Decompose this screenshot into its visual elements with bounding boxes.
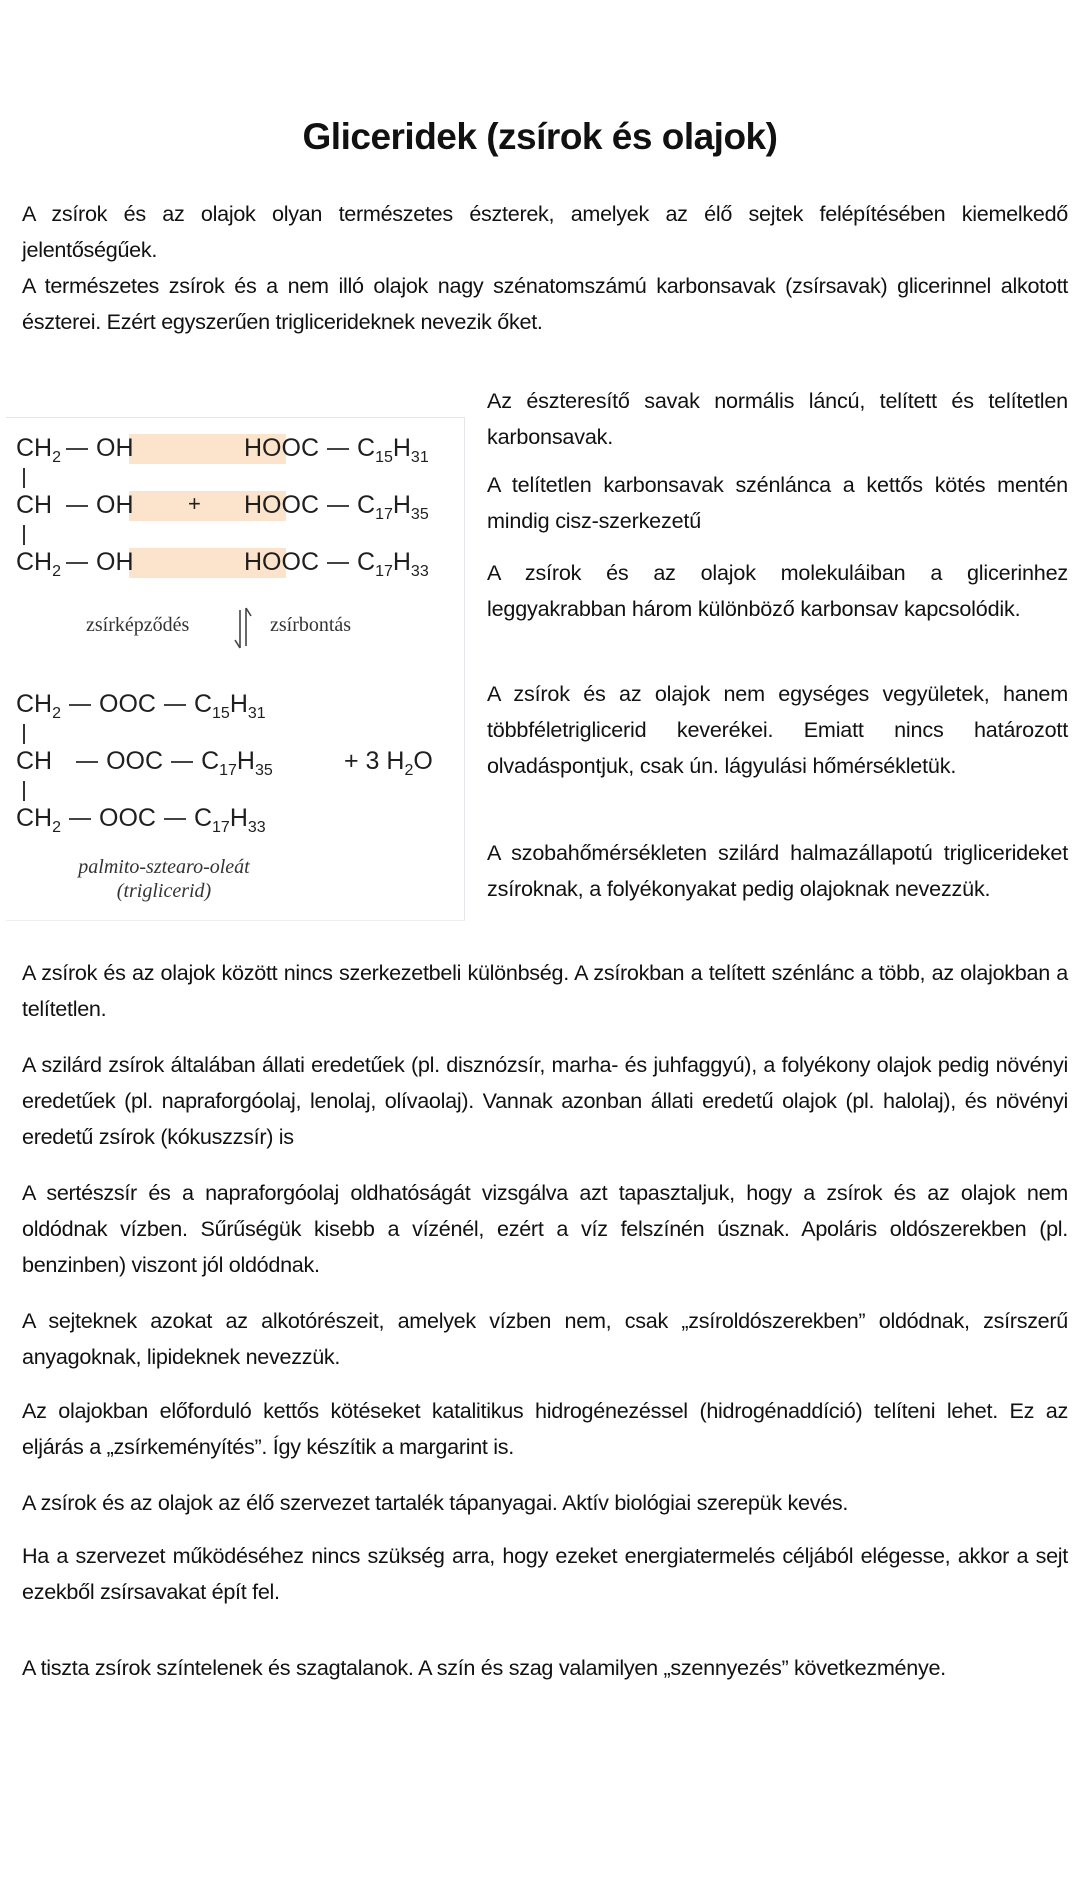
reactant-oh-3: OH	[96, 548, 134, 577]
product-name: palmito-sztearo-oleát	[78, 856, 250, 878]
intro-paragraph-2: A természetes zsírok és a nem illó olajok nagy szénatomszámú karbonsavak (zsírsavak) glicerinnel alkotott észterei. Ezért egyszerűen triglicerideknek nevezik őket.	[22, 273, 1068, 334]
product-row-1: $CH_2$ OOC $C_{15}H_{31}$	[16, 690, 266, 722]
single-bond	[23, 724, 25, 744]
reactant-oh-2: OH	[96, 491, 134, 520]
equilibrium-arrows-icon	[232, 604, 254, 652]
body-paragraph-5: Az olajokban előforduló kettős kötéseket katalitikus hidrogénezéssel (hidrogénaddíció) telíteni lehet. Ez az eljárás a „zsírkeményítés”. Így készítik a margarint is.	[22, 1398, 1068, 1459]
page-title: Gliceridek (zsírok és olajok)	[302, 116, 778, 157]
body-paragraph-2: A szilárd zsírok általában állati eredetűek (pl. disznózsír, marha- és juhfaggyú), a folyékony olajok pedig növényi eredetűek (pl. napraforgóolaj, lenolaj, olívaolaj). Vannak azonban állati eredetű olajok (pl. halolaj), és növényi eredetű zsírok (kókuszzsír) is	[22, 1052, 1068, 1149]
triglyceride-reaction-figure	[6, 417, 465, 921]
intro-paragraph-1: A zsírok és az olajok olyan természetes észterek, amelyek az élő sejtek felépítésében kiemelkedő jelentőségűek.	[22, 201, 1068, 262]
reactant-row-3: $CH_2$	[16, 548, 62, 580]
body-paragraph-1: A zsírok és az olajok között nincs szerkezetbeli különbség. A zsírokban a telített szénlánc a több, az olajokban a telítetlen.	[22, 960, 1068, 1021]
water-product: + 3 $H_2O$	[344, 747, 433, 779]
single-bond	[23, 781, 25, 801]
body-paragraph-4: A sejteknek azokat az alkotórészeit, amelyek vízben nem, csak „zsíroldószerekben” oldódnak, zsírszerű anyagoknak, lipideknek nevezzük.	[22, 1308, 1068, 1369]
side-paragraph-4: A zsírok és az olajok nem egységes vegyületek, hanem többféletriglicerid keverékei. Emiatt nincs határozott olvadáspontjuk, csak ún. lágyulási hőmérsékletük.	[487, 681, 1068, 778]
reactant-oh-1: OH	[96, 434, 134, 463]
plus-sign: +	[188, 491, 201, 516]
forward-reaction-label: zsírképződés	[86, 614, 190, 636]
body-paragraph-8: A tiszta zsírok színtelenek és szagtalanok. A szín és szag valamilyen „szennyezés” következménye.	[22, 1655, 946, 1680]
side-paragraph-1: Az észteresítő savak normális láncú, telített és telítetlen karbonsavak.	[487, 388, 1068, 449]
side-paragraph-2: A telítetlen karbonsavak szénlánca a kettős kötés mentén mindig cisz-szerkezetű	[487, 472, 1068, 533]
reactant-acid-3: HOOC $C_{17}H_{33}$	[244, 548, 429, 580]
reactant-row-2: CH	[16, 491, 53, 519]
reactant-acid-2: HOOC $C_{17}H_{35}$	[244, 491, 429, 523]
body-paragraph-3: A sertészsír és a napraforgóolaj oldhatóságát vizsgálva azt tapasztaljuk, hogy a zsírok és az olajok nem oldódnak vízben. Sűrűségük kisebb a vízénél, ezért a víz felszínén úsznak. Apoláris oldószerekben (pl. benzinben) viszont jól oldódnak.	[22, 1180, 1068, 1277]
single-bond	[23, 468, 25, 488]
body-paragraph-6: A zsírok és az olajok az élő szervezet tartalék tápanyagai. Aktív biológiai szerepük kevés.	[22, 1490, 849, 1515]
side-paragraph-5: A szobahőmérsékleten szilárd halmazállapotú triglicerideket zsíroknak, a folyékonyakat pedig olajoknak nevezzük.	[487, 840, 1068, 901]
product-type: (triglicerid)	[116, 880, 212, 902]
side-paragraph-3: A zsírok és az olajok molekuláiban a glicerinhez leggyakrabban három különböző karbonsav kapcsolódik.	[487, 560, 1068, 621]
reverse-reaction-label: zsírbontás	[270, 614, 352, 636]
reactant-acid-1: HOOC $C_{15}H_{31}$	[244, 434, 429, 466]
reactant-row-1: $CH_2$	[16, 434, 62, 466]
product-row-3: $CH_2$ OOC $C_{17}H_{33}$	[16, 804, 266, 836]
product-row-2: CH OOC $C_{17}H_{35}$	[16, 747, 273, 779]
body-paragraph-7: Ha a szervezet működéséhez nincs szükség arra, hogy ezeket energiatermelés céljából elégesse, akkor a sejt ezekből zsírsavakat épít fel.	[22, 1543, 1068, 1604]
single-bond	[23, 525, 25, 545]
